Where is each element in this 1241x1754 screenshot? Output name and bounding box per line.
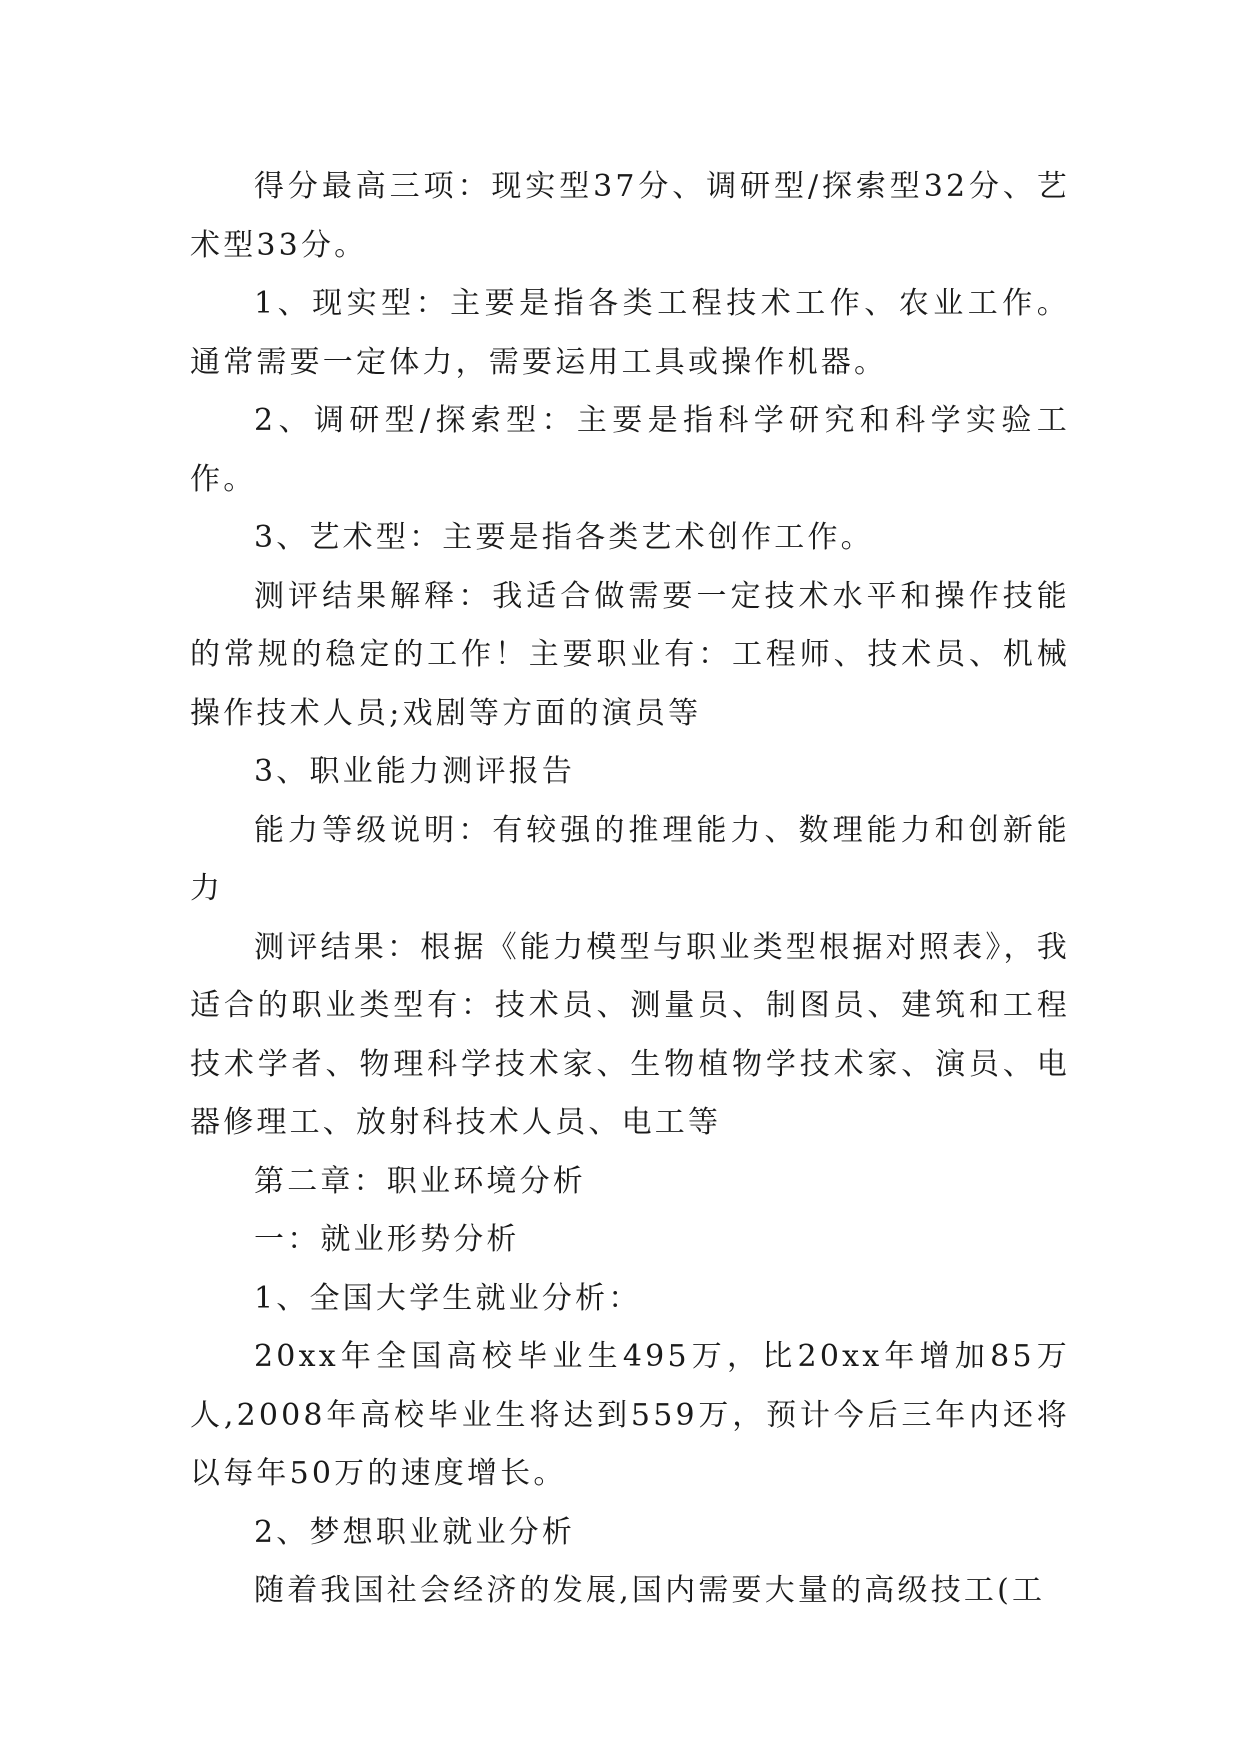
paragraph-top-scores: 得分最高三项：现实型37分、调研型/探索型32分、艺术型33分。 <box>190 169 1070 263</box>
paragraph-ability-result: 测评结果：根据《能力模型与职业类型根据对照表》，我适合的职业类型有：技术员、测量员、制图员、建筑和工程技术学者、物理科学技术家、生物植物学技术家、演员、电器修理工、放射科技术人员、电工等 <box>190 929 1070 1140</box>
section-heading-ability-report: 3、职业能力测评报告 <box>254 754 576 789</box>
subsection-heading-national: 1、全国大学生就业分析： <box>254 1280 642 1316</box>
document-page <box>190 158 1070 1621</box>
paragraph-artistic-type: 3、艺术型：主要是指各类艺术创作工作。 <box>254 520 874 555</box>
subsection-heading-dream-job: 2、梦想职业就业分析 <box>254 1514 576 1550</box>
paragraph-graduate-stats: 20xx年全国高校毕业生495万，比20xx年增加85万人,2008年高校毕业生将达到559万，预计今后三年内还将以每年50万的速度增长。 <box>190 1339 1070 1491</box>
paragraph-realistic-type: 1、现实型：主要是指各类工程技术工作、农业工作。通常需要一定体力，需要运用工具或操作机器。 <box>190 286 1070 380</box>
paragraph-result-explanation: 测评结果解释：我适合做需要一定技术水平和操作技能的常规的稳定的工作！主要职业有：工程师、技术员、机械操作技术人员;戏剧等方面的演员等 <box>190 578 1070 731</box>
section-heading-employment: 一：就业形势分析 <box>254 1222 520 1257</box>
paragraph-investigative-type: 2、调研型/探索型：主要是指科学研究和科学实验工作。 <box>190 403 1070 497</box>
paragraph-dream-job-analysis: 随着我国社会经济的发展,国内需要大量的高级技工(工 <box>254 1573 1046 1608</box>
chapter-heading-environment: 第二章：职业环境分析 <box>254 1163 586 1199</box>
paragraph-ability-level: 能力等级说明：有较强的推理能力、数理能力和创新能力 <box>190 812 1070 906</box>
